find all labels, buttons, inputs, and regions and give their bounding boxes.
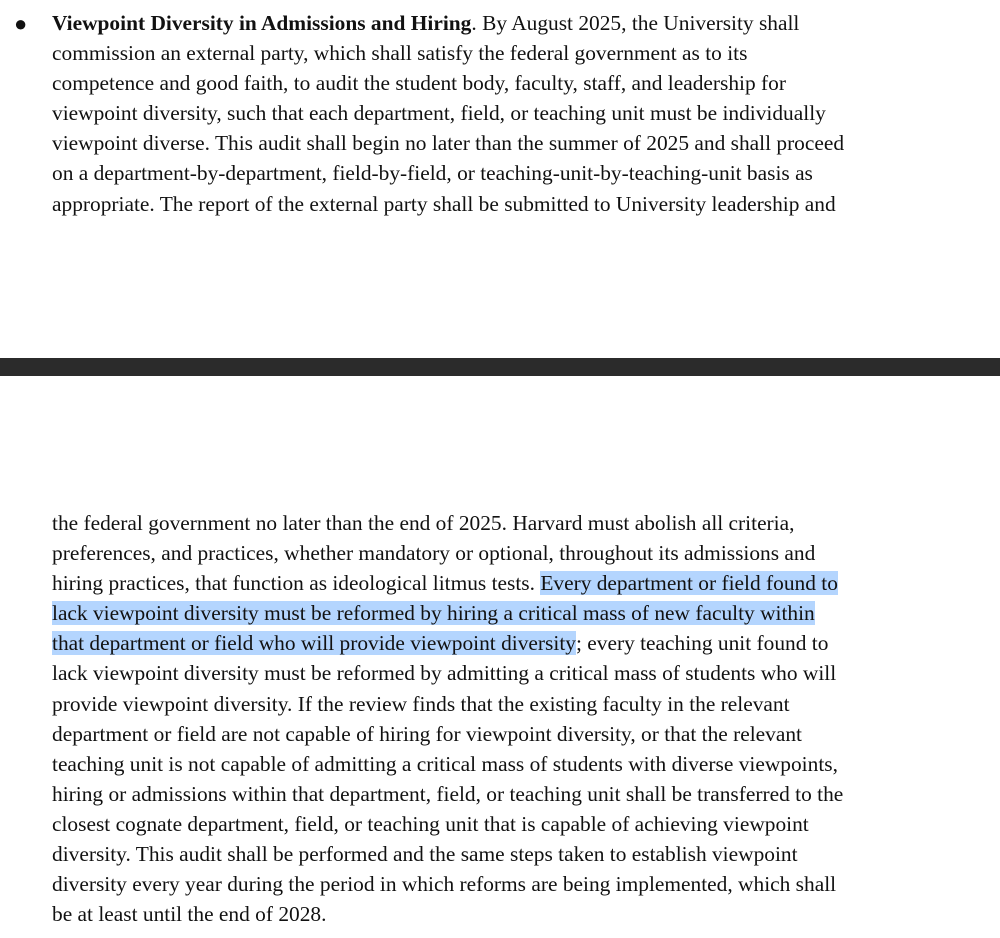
text-line: on a department-by-department, field-by-field, or teaching-unit-by-teaching-unit basis as [52,161,813,186]
text-line [52,628,987,658]
text-line: commission an external party, which shall satisfy the federal government as to its [52,41,748,66]
text-line: lack viewpoint diversity must be reformed by admitting a critical mass of students who will [52,661,837,686]
text-line-part: hiring practices, that function as ideological litmus tests. [52,571,541,596]
section-heading: Viewpoint Diversity in Admissions and Hiring [52,11,472,35]
highlighted-text[interactable]: lack viewpoint diversity must be reformed by hiring a critical mass of new faculty within [52,601,815,626]
paragraph-bottom [52,508,987,929]
paragraph-top [52,8,987,219]
document-page-top [0,0,1000,358]
text-line: the federal government no later than the end of 2025. Harvard must abolish all criteria, [52,511,795,535]
text-line [52,568,987,598]
highlighted-text[interactable]: that department or field who will provide viewpoint diversity [52,631,576,656]
text-line: teaching unit is not capable of admitting a critical mass of students with diverse viewpoints, [52,751,838,776]
text-line-part: . By August 2025, the University shall [471,11,800,35]
text-line: closest cognate department, field, or teaching unit that is capable of achieving viewpoint [52,811,809,836]
text-line [52,8,987,38]
highlighted-text[interactable]: Every department or field found to [540,571,838,596]
text-line: provide viewpoint diversity. If the review finds that the existing faculty in the relevant [52,691,790,716]
text-line: competence and good faith, to audit the student body, faculty, staff, and leadership for [52,71,786,96]
text-line: hiring or admissions within that department, field, or teaching unit shall be transferred to the [52,781,844,806]
bullet-icon: ● [14,11,28,36]
text-line: department or field are not capable of hiring for viewpoint diversity, or that the relevant [52,721,802,746]
text-line: preferences, and practices, whether mandatory or optional, throughout its admissions and [52,541,816,566]
text-line: viewpoint diverse. This audit shall begin no later than the summer of 2025 and shall proceed [52,131,845,156]
text-line: diversity every year during the period in which reforms are being implemented, which shall [52,872,837,897]
text-line: appropriate. The report of the external party shall be submitted to University leadership and [52,191,836,216]
page-break-divider [0,358,1000,376]
text-line: viewpoint diversity, such that each department, field, or teaching unit must be individually [52,101,826,126]
text-line [52,598,987,628]
text-line-part: ; every teaching unit found to [575,631,829,656]
text-line: be at least until the end of 2028. [52,902,327,927]
text-line: diversity. This audit shall be performed and the same steps taken to establish viewpoint [52,842,798,867]
